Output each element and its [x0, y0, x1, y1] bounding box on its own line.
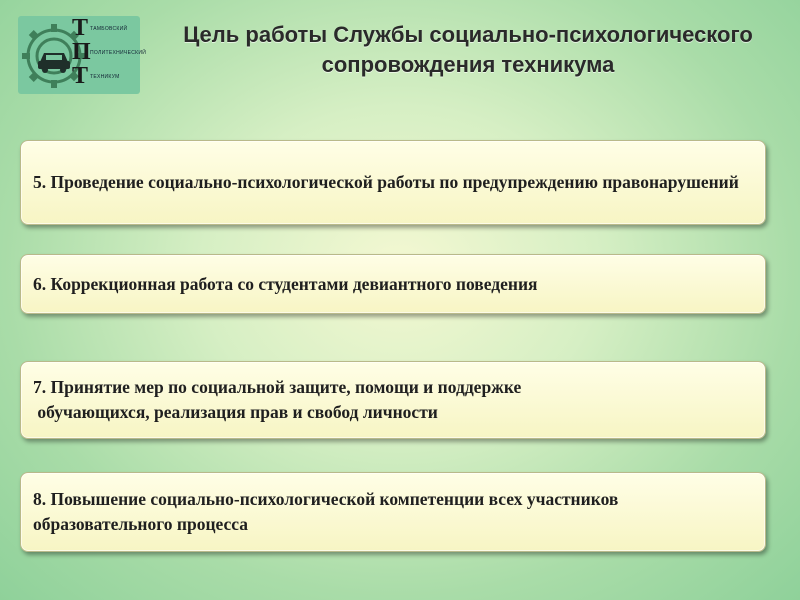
- goal-card-7: [20, 361, 766, 439]
- logo-letter: Т: [72, 63, 89, 89]
- logo-letter: П: [72, 39, 91, 65]
- car-icon: [38, 53, 70, 73]
- goal-card-5: [20, 140, 766, 225]
- logo-words: [90, 22, 147, 94]
- logo-word: ПОЛИТЕХНИЧЕСКИЙ: [90, 50, 147, 56]
- goal-card-6: [20, 254, 766, 314]
- logo: [18, 15, 147, 94]
- page-title: Цель работы Службы социально-психологического сопровождения техникума: [183, 22, 753, 77]
- goal-text: 8. Повышение социально-психологической компетенции всех участников образовательного процесса: [33, 489, 623, 534]
- logo-word: ТЕХНИКУМ: [90, 74, 120, 80]
- goal-text: 7. Принятие мер по социальной защите, помощи и поддержке обучающихся, реализация прав и свобод личности: [33, 377, 522, 422]
- goal-text: 6. Коррекционная работа со студентами девиантного поведения: [33, 273, 538, 294]
- logo-letters: [72, 16, 92, 88]
- goal-text: 5. Проведение социально-психологической работы по предупреждению правонарушений: [33, 172, 739, 192]
- goal-card-8: [20, 472, 766, 552]
- logo-word: ТАМБОВСКИЙ: [90, 26, 128, 32]
- logo-letter: Т: [72, 15, 89, 41]
